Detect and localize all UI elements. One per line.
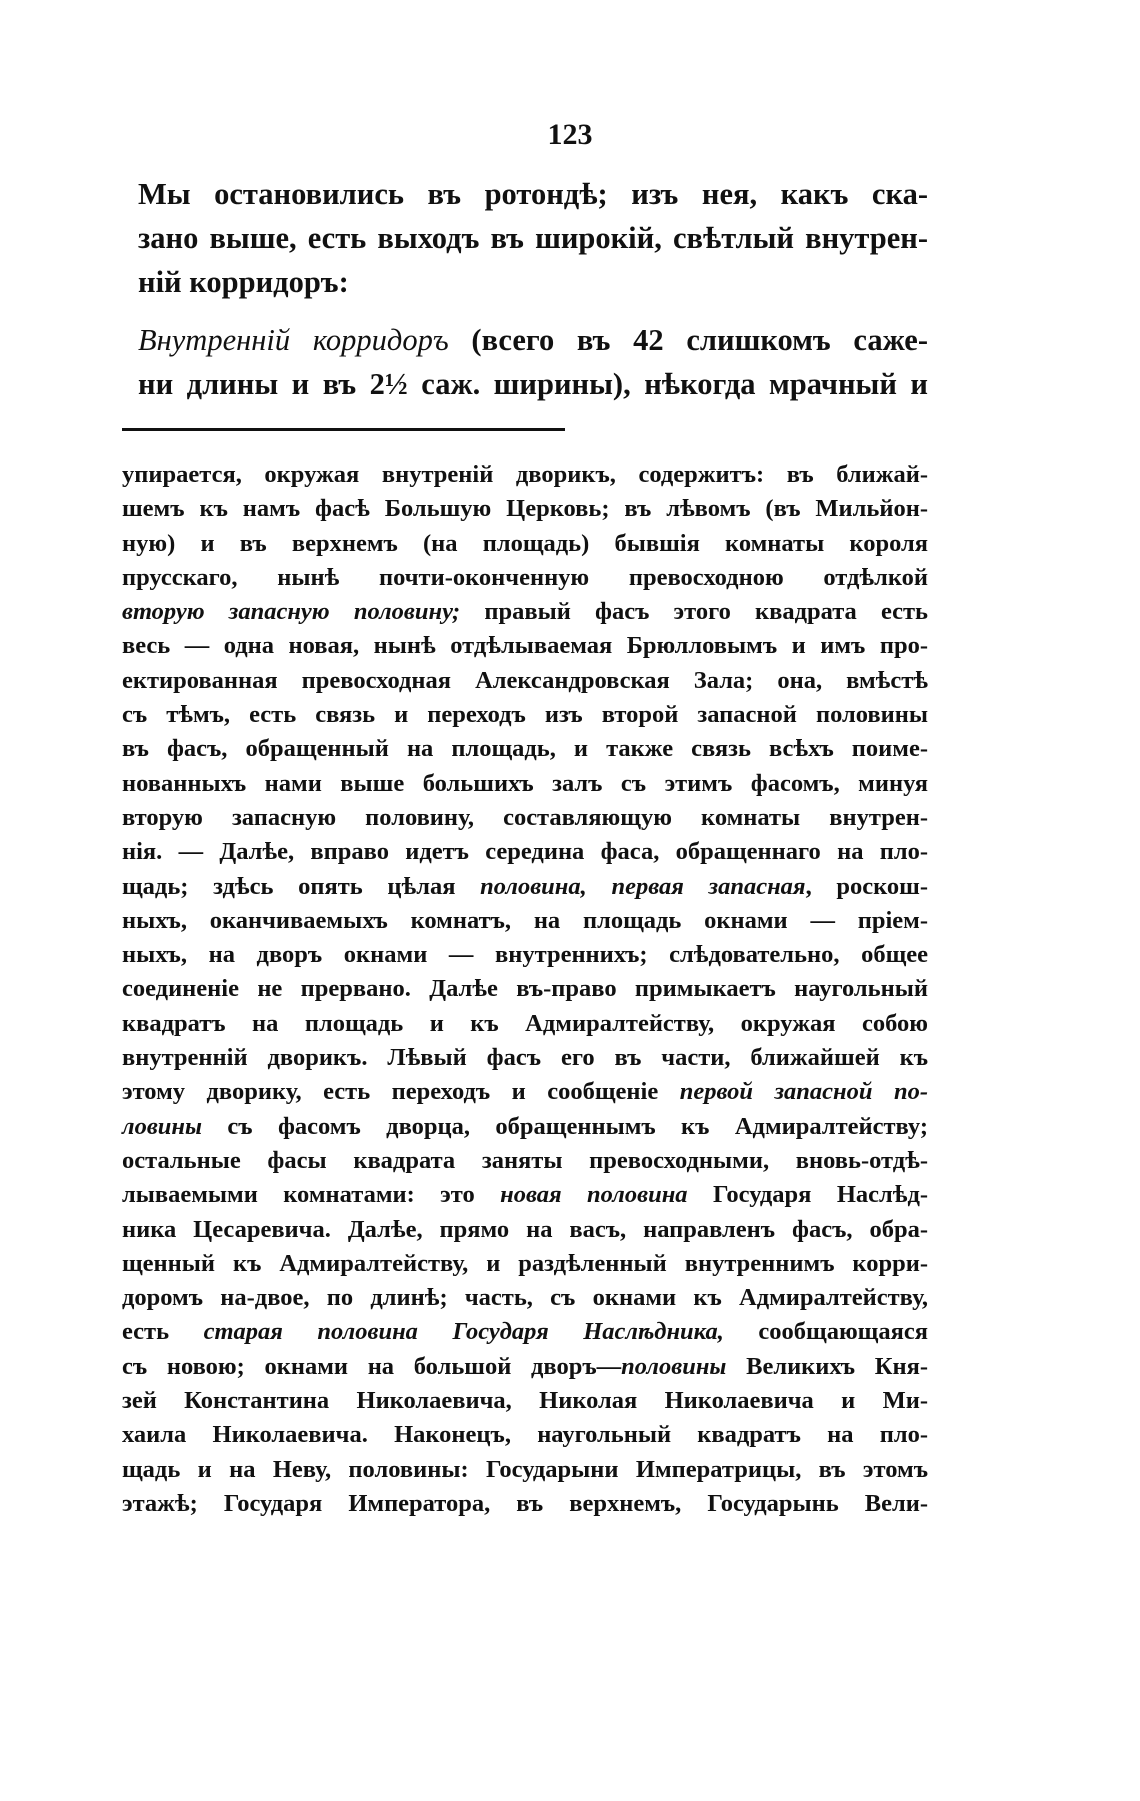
text-fragment: Великихъ Кня- [726, 1352, 928, 1380]
italic-term: вторую запасную половину; [122, 598, 461, 626]
text-fragment: нованныхъ нами выше большихъ залъ съ этимъ фасомъ, минуя [122, 769, 928, 797]
text-fragment: щадь; здѣсь опять цѣлая [122, 872, 481, 900]
footnote-line [122, 835, 928, 869]
text-fragment: правый фасъ этого квадрата есть [460, 598, 928, 626]
footnote-line [122, 1178, 928, 1212]
text-fragment: , роскош- [805, 872, 928, 900]
text-fragment: прусскаго, нынѣ почти-оконченную превосходною отдѣлкой [122, 563, 928, 591]
text-fragment: сообщающаяся [723, 1318, 928, 1346]
text-fragment: ную) и въ верхнемъ (на площадь) бывшія комнаты короля [122, 529, 928, 557]
footnote-line [122, 492, 928, 526]
text-fragment: (всего въ 42 слишкомъ саже- [448, 323, 928, 357]
paragraph-rotunda [138, 172, 928, 304]
footnote-line [122, 458, 928, 492]
footnote-line [122, 1281, 928, 1315]
text-fragment: остальные фасы квадрата заняты превосходными, вновь-отдѣ- [122, 1146, 928, 1174]
text-fragment: ектированная превосходная Александровская Зала; она, вмѣстѣ [122, 666, 928, 694]
footnote-line [122, 732, 928, 766]
text-fragment: этому дворику, есть переходъ и сообщеніе [122, 1078, 680, 1106]
footnote-line [122, 904, 928, 938]
footnote-line [122, 1384, 928, 1418]
text-fragment: ныхъ, на дворъ окнами — внутреннихъ; слѣдовательно, общее [122, 941, 928, 969]
text-fragment: въ фасъ, обращенный на площадь, и также связь всѣхъ поиме- [122, 735, 928, 763]
footnote-line [122, 972, 928, 1006]
footnote-line [122, 1418, 928, 1452]
footnote-line [122, 870, 928, 904]
footnote-line [122, 1350, 928, 1384]
text-fragment: упирается, окружая внутреній дворикъ, содержитъ: въ ближай- [122, 461, 928, 488]
footnote-line [122, 629, 928, 663]
footnote-line [122, 1041, 928, 1075]
text-fragment: соединеніе не прервано. Далѣе въ-право примыкаетъ наугольный [122, 975, 928, 1003]
text-fragment: вторую запасную половину, составляющую комнаты внутрен- [122, 803, 928, 831]
text-line: ній корридоръ: [138, 265, 349, 299]
footnote-line [122, 1144, 928, 1178]
text-fragment: хаила Николаевича. Наконецъ, наугольный квадратъ на пло- [122, 1421, 928, 1449]
italic-term: половина, первая запасная [480, 872, 806, 900]
footnote-line [122, 698, 928, 732]
text-fragment: зей Константина Николаевича, Николая Николаевича и Ми- [122, 1387, 928, 1415]
italic-term: новая половина [500, 1181, 688, 1209]
text-fragment: щенный къ Адмиралтейству, и раздѣленный внутреннимъ корри- [122, 1249, 928, 1277]
text-fragment: Государя Наслѣд- [687, 1181, 929, 1209]
text-fragment: ника Цесаревича. Далѣе, прямо на васъ, направленъ фасъ, обра- [122, 1215, 928, 1243]
text-fragment: щадь и на Неву, половины: Государыни Императрицы, въ этомъ [122, 1455, 928, 1483]
text-fragment: съ новою; окнами на большой дворъ— [122, 1352, 622, 1380]
text-line: Мы остановились въ ротондѣ; изъ нея, какъ ска- [138, 177, 928, 211]
text-line: ни длины и въ 2½ саж. ширины), нѣкогда мрачный и [138, 367, 928, 401]
italic-term: ловины [122, 1112, 202, 1140]
text-fragment: ныхъ, оканчиваемыхъ комнатъ, на площадь окнами — пріем- [122, 906, 928, 934]
footnote-line [122, 1315, 928, 1349]
footnote-line [122, 1007, 928, 1041]
italic-term: Внутренній корридоръ [138, 323, 449, 357]
footnote-line [122, 1075, 928, 1109]
text-fragment: весь — одна новая, нынѣ отдѣлываемая Брюлловымъ и имъ про- [122, 632, 928, 660]
text-fragment: доромъ на-двое, по длинѣ; часть, съ окнами къ Адмиралтейству, [122, 1284, 928, 1312]
footnote-line [122, 1453, 928, 1487]
text-fragment: лываемыми комнатами: это [122, 1181, 501, 1209]
text-fragment: этажѣ; Государя Императора, въ верхнемъ, Государынь Вели- [122, 1489, 928, 1517]
footnote-line [122, 767, 928, 801]
text-line [138, 318, 928, 362]
text-fragment: съ фасомъ дворца, обращеннымъ къ Адмиралтейству; [202, 1112, 928, 1140]
footnote-line [122, 1213, 928, 1247]
text-fragment: есть [122, 1318, 204, 1346]
footnote-line [122, 664, 928, 698]
footnote-line [122, 938, 928, 972]
footnote-line [122, 527, 928, 561]
text-fragment: внутренній дворикъ. Лѣвый фасъ его въ части, ближайшей къ [122, 1044, 928, 1072]
footnote-line [122, 801, 928, 835]
text-fragment: шемъ къ намъ фасѣ Большую Церковь; въ лѣвомъ (въ Мильйон- [122, 495, 928, 523]
text-fragment: съ тѣмъ, есть связь и переходъ изъ второй запасной половины [122, 701, 928, 729]
footnote-divider [122, 428, 565, 431]
footnote-line [122, 1247, 928, 1281]
footnote [122, 458, 928, 1521]
paragraph-corridor [138, 318, 928, 406]
footnote-line [122, 595, 928, 629]
italic-term: первой запасной по- [679, 1078, 928, 1106]
footnote-line [122, 1487, 928, 1521]
text-fragment: квадратъ на площадь и къ Адмиралтейству, окружая собою [122, 1009, 928, 1037]
text-line: зано выше, есть выходъ въ широкій, свѣтлый внутрен- [138, 221, 928, 255]
italic-term: старая половина Государя Наслѣдника, [203, 1318, 724, 1346]
page-number: 123 [547, 118, 593, 151]
text-fragment: нія. — Далѣе, вправо идетъ середина фаса, обращеннаго на пло- [122, 838, 928, 866]
footnote-line [122, 1110, 928, 1144]
footnote-line [122, 561, 928, 595]
italic-term: половины [621, 1352, 727, 1380]
